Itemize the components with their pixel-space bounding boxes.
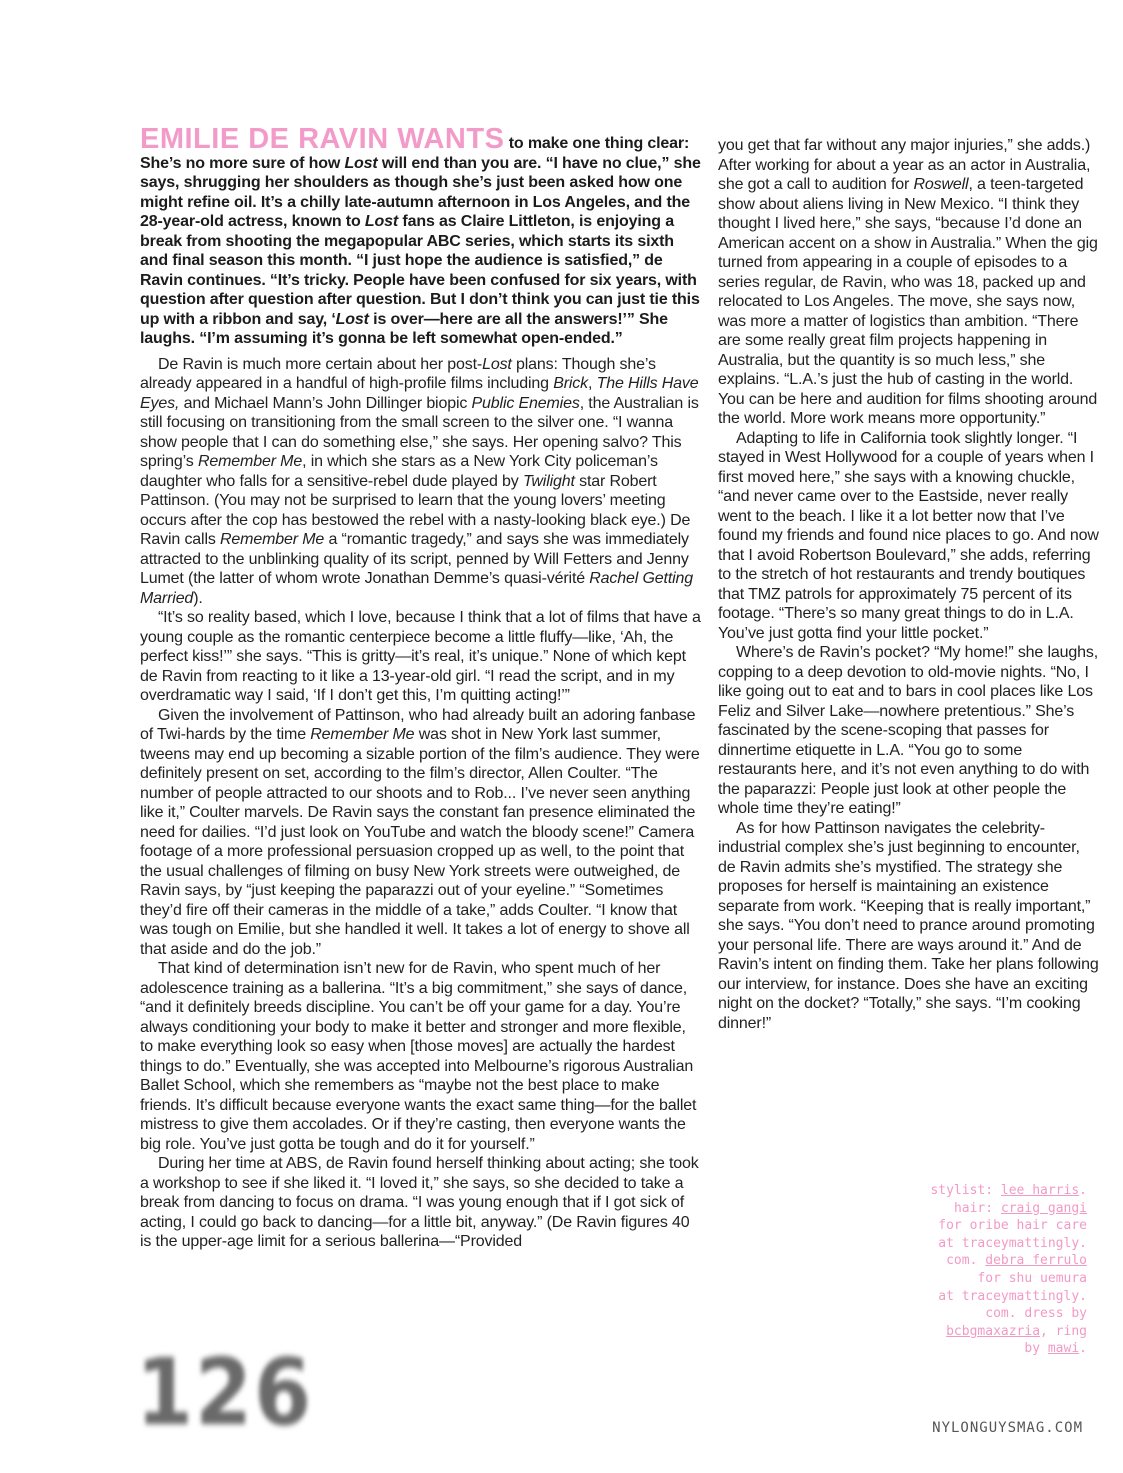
lede-italic: Lost (364, 213, 399, 230)
credit-text: stylist: (930, 1183, 1001, 1198)
body-text: De Ravin is much more certain about her post- (158, 355, 483, 373)
article-left-column (140, 123, 702, 1252)
body-text: was shot in New York last summer, tweens may end up becoming a sizable portion of the film’s audience. They were definitely present on set, according to the film’s director, Allen Coulter. “The number of people attracted to our shoots and to Rob... I’ve never seen anything like it,” Coulter marvels. De Ravin says the constant fan presence eliminated the need for dailies. “I’d just look on YouTube and watch the bloody scene!” Camera footage of a more professional persuasion cropped up as well, to the point that the usual challenges of filming on busy New York streets were outweighed, de Ravin says, by “just keeping the paparazzi out of your eyeline.” “Sometimes they’d fire off their cameras in the middle of a take,” adds Coulter. “I know that was tough on Emilie, but she handled it well. It takes a lot of energy to shove all that aside and do the job.” (140, 726, 700, 958)
body-italic: Remember Me (220, 531, 325, 548)
credit-text: . (1079, 1341, 1087, 1357)
body-text: a “romantic tragedy,” and says she was immediately attracted to the unblinking quality of its script, penned by Will Fetters and Jenny Lumet (the latter of whom wrote Jonathan Demme’s quasi-vérité (140, 531, 689, 587)
body-paragraph: That kind of determination isn’t new for de Ravin, who spent much of her adolescence training as a ballerina. “It’s a big commitment,” she says of dance, “and it definitely breeds discipline. You can’t be off your game for a day. You’re always conditioning your body to make it better and stronger and more flexible, to make everything look so easy when [those moves] are actually the hardest things to do.” Eventually, she was accepted into Melbourne’s rigorous Australian Ballet School, which she remembers as “maybe not the best place to make friends. It’s difficult because everyone wants the exact same thing—for the ballet mistress to give them accolades. Or if they’re casting, then everyone wants the big role. You’ve just gotta be tough and do it for yourself.” (140, 960, 697, 1153)
credit-line (887, 1340, 1087, 1358)
body-paragraph (718, 136, 1100, 429)
article-right-column (718, 136, 1100, 1033)
credit-text: . (1079, 1183, 1087, 1198)
body-italic: The Hills Have Eyes, (140, 375, 699, 412)
body-italic: Remember Me (197, 453, 303, 470)
body-text: ). (193, 589, 203, 607)
body-paragraph: Adapting to life in California took slightly longer. “I stayed in West Hollywood for a couple of years when I first moved here,” she says with a knowing chuckle, “and never came over to the Eastside, never really went to the beach. I like it a lot better now that I’ve found my friends and found nice places to go. And now that I avoid Robertson Boulevard,” she adds, referring to the stretch of hot restaurants and trendy boutiques that TMZ patrols for approximately 75 percent of its footage. “There’s so many great things to do in L.A. You’ve just gotta find your little pocket.” (718, 429, 1099, 642)
body-text: star Robert Pattinson. (You may not be surprised to learn that the young lovers’ meeting occurs after the cop has bestowed the rebel with a nasty-looking black eye.) De Ravin calls (140, 472, 691, 548)
body-text: , a teen-targeted show about aliens living in New Mexico. “I think they thought I lived here,” she says, “because I’d done an American accent on a show in Australia.” When the gig turned from appearing in a couple of episodes to a series regular, de Ravin, who was 18, packed up and relocated to Los Angeles. The move, she says now, was more a matter of logistics than ambition. “There are some really great film projects happening in Australia, but the quantity is so much less,” she explains. “L.A.’s just the hub of casting in the world. You can be here and audition for films shooting around the world. More work means more opportunity.” (718, 176, 1098, 427)
credit-link-stylist[interactable]: lee harris (1000, 1183, 1080, 1198)
site-url: NYLONGUYSMAG.COM (932, 1420, 1083, 1436)
credit-link-dress[interactable]: bcbgmaxazria (946, 1323, 1041, 1339)
body-italic: Brick (553, 375, 588, 392)
credit-line (887, 1182, 1087, 1200)
lede-text: will end than you are. “I have no clue,” she says, shrugging her shoulders as though she’s just been asked how one might refine oil. It’s a chilly late-autumn afternoon in Los Angeles, and the 28-year-old actress, known to (140, 154, 701, 230)
credit-line: at traceymattingly. (938, 1235, 1087, 1251)
article-lede (140, 123, 702, 349)
body-italic: Public Enemies (471, 394, 580, 412)
credit-text: , ring (1040, 1323, 1087, 1339)
body-paragraph: Where’s de Ravin’s pocket? “My home!” she laughs, copping to a deep devotion to old-movie nights. “No, I like going out to eat and to bars in cool places like Los Feliz and Silver Lake—nowhere pretentious.” She’s fascinated by the scene-scoping that passes for dinnertime etiquette in L.A. “You go to some restaurants here, and it’s not even anything to do with the paparazzi: People just look at other people the whole time they’re eating!” (718, 644, 1099, 817)
body-text: , (588, 375, 597, 392)
body-text: you get that far without any major injuries,” she adds.) After working for about a year as an actor in Australia, she got a call to audition for (718, 137, 1091, 193)
body-italic: Twilight (522, 472, 575, 490)
body-text: plans: Though she’s already appeared in a handful of high-profile films including (140, 355, 656, 392)
body-italic: Rachel Getting Married (140, 570, 694, 607)
body-text: and Michael Mann’s John Dillinger biopic (179, 394, 472, 412)
article-headline: EMILIE DE RAVIN WANTS (140, 123, 505, 155)
page-number: 126 (136, 1340, 314, 1447)
body-italic: Roswell (913, 176, 969, 193)
credit-link-makeup[interactable]: debra ferrulo (985, 1253, 1087, 1269)
lede-italic: Lost (335, 310, 369, 328)
credit-line (887, 1323, 1087, 1341)
lede-text: is over—here are all the answers!’” She laughs. “I’m assuming it’s gonna be left somewhat open-ended.” (140, 310, 668, 347)
lede-text: to make one thing clear: She’s no more sure of how (140, 135, 690, 172)
credit-text: by (1024, 1341, 1048, 1357)
credit-line (887, 1252, 1087, 1270)
credit-line: for oribe hair care (938, 1218, 1087, 1234)
credit-line: com. dress by (985, 1306, 1087, 1322)
body-text: , in which she stars as a New York City policeman’s daughter who falls for a sensitive-rebel dude played by (140, 453, 658, 490)
body-italic: Lost (482, 355, 512, 373)
credit-line: at traceymattingly. (938, 1288, 1087, 1304)
credit-line (887, 1200, 1087, 1218)
body-paragraph (140, 706, 702, 960)
body-paragraph: As for how Pattinson navigates the celebrity-industrial complex she’s just beginning to encounter, de Ravin admits she’s mystified. The strategy she proposes for herself is maintaining an existence separate from work. “Keeping that is really important,” she says. “You don’t need to prance around promoting your personal life. There are ways around it.” And de Ravin’s intent on finding them. Take her plans following our interview, for instance. Does she have an exciting night on the docket? “Totally,” she says. “I’m cooking dinner!” (718, 819, 1099, 1032)
credit-text: com. (946, 1253, 986, 1269)
body-text: Given the involvement of Pattinson, who had already built an adoring fanbase of Twi-hards by the time (140, 706, 696, 743)
body-paragraph (140, 355, 702, 609)
lede-text: fans as Claire Littleton, is enjoying a break from shooting the megapopular ABC series, which starts its sixth and final season this month. “I just hope the audience is satisfied,” de Ravin continues. “It’s tricky. People have been confused for six years, with question after question after question. But I don’t think you can just tie this up with a ribbon and say, ‘ (140, 213, 700, 328)
body-paragraph: “It’s so reality based, which I love, because I think that a lot of films that have a young couple as the romantic centerpiece become a little fluffy—like, ‘Ah, the perfect kiss!’” she says. “This is gritty—it’s real, it’s unique.” None of which kept de Ravin from reacting to it like a 13-year-old girl. “I read the script, and in my overdramatic way I said, ‘If I don’t get this, I’m quitting acting!’” (140, 609, 701, 704)
credit-line: for shu uemura (977, 1270, 1087, 1286)
lede-italic: Lost (344, 154, 378, 172)
body-italic: Remember Me (310, 726, 415, 743)
body-paragraph: During her time at ABS, de Ravin found herself thinking about acting; she took a workshop to see if she liked it. “I loved it,” she says, so she decided to take a break from dancing to focus on drama. “I was young enough that if I got sick of acting, I could go back to dancing—for a little bit, anyway.” (De Ravin figures 40 is the upper-age limit for a serious ballerina—“Provided (140, 1155, 699, 1250)
credit-link-hair[interactable]: craig gangi (1000, 1200, 1087, 1216)
credit-link-ring[interactable]: mawi (1047, 1341, 1080, 1357)
body-text: , the Australian is still focusing on transitioning from the small screen to the silver one. “I wanna show people that I can do something else,” she says. Her opening salvo? This spring’s (140, 394, 699, 470)
credit-text: hair: (953, 1200, 1001, 1216)
photo-credits (887, 1182, 1087, 1358)
